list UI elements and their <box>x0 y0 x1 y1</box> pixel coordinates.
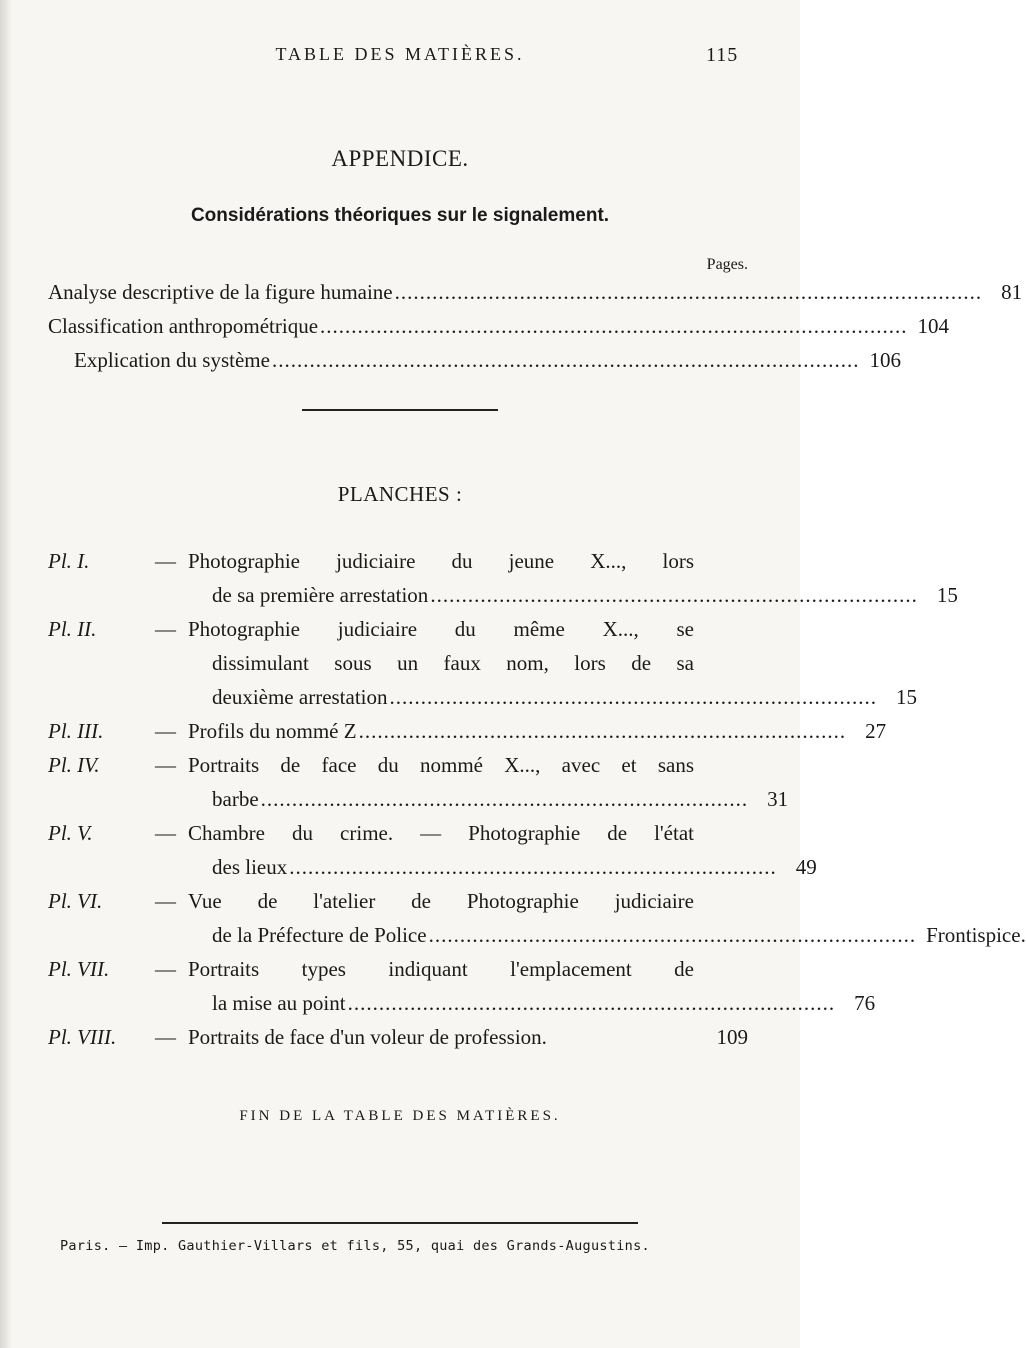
dot-leader: .............................................................................................. <box>271 348 860 372</box>
plate-caption-line: des lieux <box>212 855 288 879</box>
appendix-entry-text: Explication du système <box>74 348 270 372</box>
dot-leader: .............................................................................. <box>347 991 836 1015</box>
appendix-entry <box>48 314 950 338</box>
appendix-entry-page: 106 <box>869 348 901 372</box>
plate-caption-line: Chambre du crime. — Photographie de l'état <box>188 821 694 845</box>
page-binding-shadow <box>0 0 12 1348</box>
running-head: TABLE DES MATIÈRES. <box>275 44 525 64</box>
plate-caption-line: deuxième arrestation <box>212 685 388 709</box>
plate-dash: — <box>155 957 176 981</box>
plate-caption-line: barbe <box>212 787 259 811</box>
plate-caption-line: dissimulant sous un faux nom, lors de sa <box>212 651 694 675</box>
plate-page: 49 <box>795 855 817 879</box>
plate-dash: — <box>155 753 176 777</box>
plate-page: 27 <box>865 719 887 743</box>
plate-caption-line: Portraits de face du nommé X..., avec et sans <box>188 753 694 777</box>
plate-caption-final-line <box>188 1020 748 1054</box>
plate-caption-line: Photographie judiciaire du jeune X..., lors <box>188 549 694 573</box>
planches-title: PLANCHES : <box>337 482 463 506</box>
plate-caption-line: la mise au point <box>212 991 346 1015</box>
plate-page: 15 <box>896 685 918 709</box>
plate-label: Pl. V. <box>48 821 93 845</box>
plate-label: Pl. IV. <box>48 753 100 777</box>
plate-dash: — <box>155 821 176 845</box>
plate-page: 76 <box>854 991 876 1015</box>
dot-leader: .............................................................................................. <box>394 280 983 304</box>
dot-leader: .............................................................................................. <box>320 314 908 338</box>
appendix-entry-page: 81 <box>1001 280 1023 304</box>
section-title: Considérations théoriques sur le signalement. <box>190 205 610 226</box>
plate-caption-final-line <box>212 680 918 714</box>
plate-label: Pl. VIII. <box>48 1025 117 1049</box>
plate-caption-final-line <box>212 782 789 816</box>
plate-page: 31 <box>767 787 789 811</box>
dot-leader: .............................................................................. <box>428 923 917 947</box>
dot-leader: .............................................................................. <box>389 685 878 709</box>
appendix-entry-text: Analyse descriptive de la figure humaine <box>48 280 393 304</box>
end-of-table-notice: FIN DE LA TABLE DES MATIÈRES. <box>239 1108 561 1124</box>
appendix-entry <box>48 280 1023 304</box>
dot-leader: .............................................................................. <box>260 787 749 811</box>
plate-caption-line: Vue de l'atelier de Photographie judiciaire <box>188 889 694 913</box>
plate-caption-line: de sa première arrestation <box>212 583 429 607</box>
appendix-entry-text: Classification anthropométrique <box>48 314 319 338</box>
plate-caption-final-line <box>212 850 817 884</box>
page-number: 115 <box>706 44 739 66</box>
plate-page: Frontispice. <box>926 923 1026 947</box>
pages-column-label: Pages. <box>706 256 748 273</box>
plate-dash: — <box>155 889 176 913</box>
plate-page: 109 <box>716 1025 748 1049</box>
plate-dash: — <box>155 617 176 641</box>
plate-dash: — <box>155 719 176 743</box>
section-divider <box>302 409 498 411</box>
plate-caption-final-line <box>188 714 887 748</box>
appendix-title: APPENDICE. <box>331 146 469 171</box>
dot-leader: .............................................................................. <box>430 583 918 607</box>
plate-dash: — <box>155 1025 176 1049</box>
appendix-entry-page: 104 <box>917 314 950 338</box>
dot-leader: .............................................................................. <box>358 719 847 743</box>
dot-leader: .............................................................................. <box>289 855 777 879</box>
plate-dash: — <box>155 549 176 573</box>
printer-imprint: Paris. — Imp. Gauthier-Villars et fils, 55, quai des Grands-Augustins. <box>60 1238 650 1254</box>
plate-caption-final-line <box>212 986 876 1020</box>
plate-label: Pl. II. <box>48 617 97 641</box>
plate-caption-final-line <box>212 918 1026 952</box>
plate-caption-line: Photographie judiciaire du même X..., se <box>188 617 694 641</box>
plate-label: Pl. VI. <box>48 889 103 913</box>
plate-page: 15 <box>936 583 958 607</box>
footer-rule <box>162 1222 638 1224</box>
plate-caption-final-line <box>212 578 958 612</box>
plate-caption-line: Portraits de face d'un voleur de profession. <box>188 1025 547 1049</box>
plate-caption-line: Portraits types indiquant l'emplacement de <box>188 957 694 981</box>
plate-caption-line: de la Préfecture de Police <box>212 923 427 947</box>
plate-label: Pl. I. <box>48 549 90 573</box>
plate-caption-line: Profils du nommé Z <box>188 719 357 743</box>
appendix-entry <box>74 348 901 372</box>
plate-label: Pl. VII. <box>48 957 110 981</box>
plate-label: Pl. III. <box>48 719 104 743</box>
